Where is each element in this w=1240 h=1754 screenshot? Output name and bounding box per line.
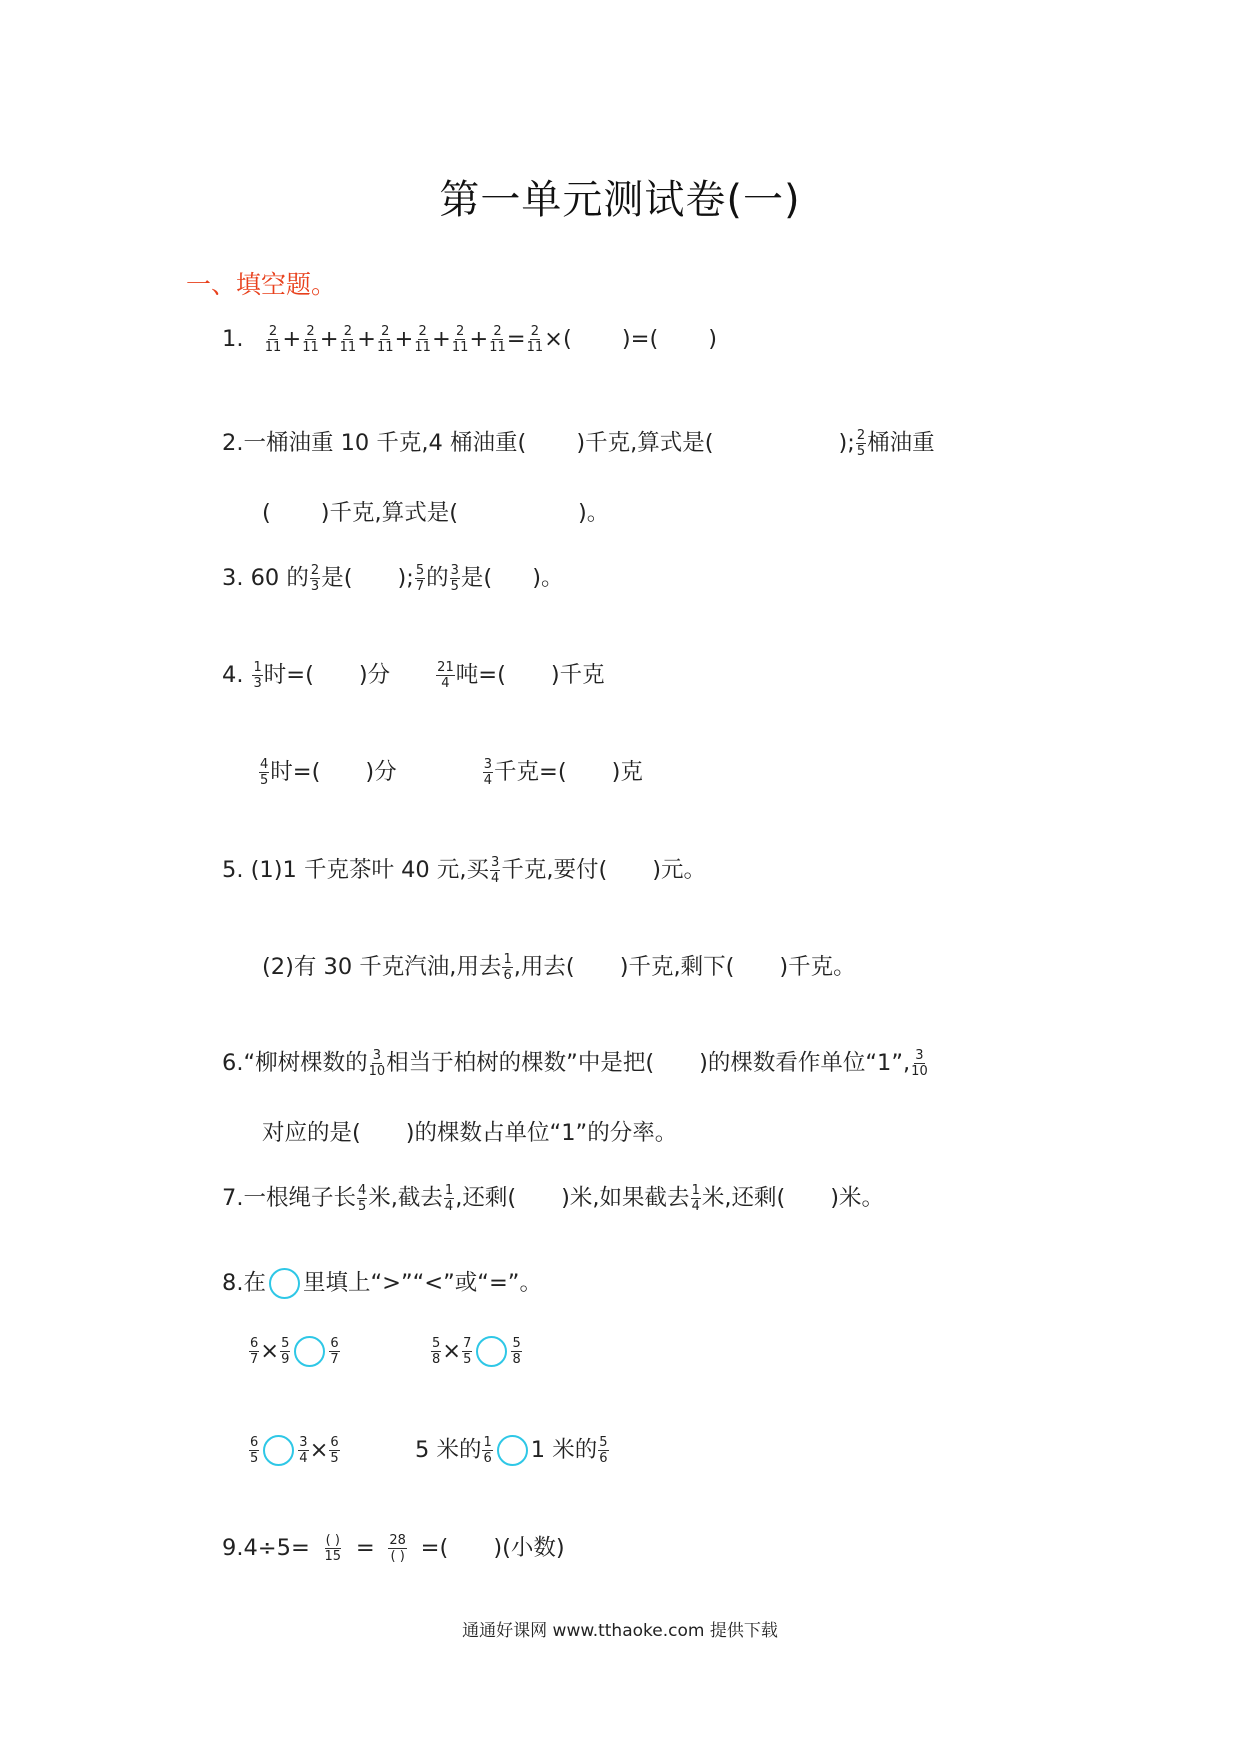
question-3: 3. 60 的 $\frac{2}{3}$ 是( ); $\frac{5}{7}$ 的 $\frac{3}{5}$ 是( )。	[222, 563, 564, 594]
question-9: 9.4÷5= $\frac{( )}{15}$ = $\frac{28}{( )}$ =( )(小数)	[222, 1533, 565, 1564]
q1-fraction: $\frac{2}{11}$	[526, 324, 544, 355]
question-2-line-2: ( )千克,算式是( )。	[262, 500, 610, 526]
section-heading: 一、填空题。	[186, 270, 337, 299]
question-8-row-2: $\frac{6}{5}$ $\frac{3}{4}$ × $\frac{6}{5}$ 5 米的 $\frac{1}{6}$ 1 米的 $\frac{5}{6}$	[250, 1435, 608, 1466]
answer-circle-icon[interactable]	[294, 1336, 325, 1367]
q1-fraction: $\frac{2}{11}$	[489, 324, 506, 355]
question-5-part-1: 5. (1)1 千克茶叶 40 元,买 $\frac{3}{4}$ 千克,要付( )元。	[222, 855, 707, 886]
question-4-row-2: $\frac{4}{5}$ 时=( )分 $\frac{3}{4}$ 千克=( )克	[260, 757, 643, 788]
footer-credit: 通通好课网 www.tthaoke.com 提供下载	[462, 1621, 778, 1641]
answer-circle-icon[interactable]	[263, 1435, 294, 1466]
q1-fraction: $\frac{2}{11}$	[451, 324, 469, 355]
answer-circle-icon[interactable]	[497, 1435, 528, 1466]
page-title: 第一单元测试卷(一)	[439, 177, 801, 223]
answer-circle-icon	[269, 1268, 300, 1299]
q1-fraction: $\frac{2}{11}$	[339, 324, 357, 355]
q1-number: 1.	[222, 326, 244, 352]
question-1: 1. $\frac{2}{11}$ + $\frac{2}{11}$ + $\frac{2}{11}$ + $\frac{2}{11}$ + $\frac{2}{11}$ + $\frac{2}{11}$ + $\frac{2}{11}$ = $\frac{2}{11}$ ×( )=( )	[222, 324, 718, 355]
q2-fraction: $\frac{2}{5}$	[856, 428, 866, 459]
question-7: 7.一根绳子长 $\frac{4}{5}$ 米,截去 $\frac{1}{4}$ ,还剩( )米,如果截去 $\frac{1}{4}$ 米,还剩( )米。	[222, 1183, 885, 1214]
q1-fraction: $\frac{2}{11}$	[264, 324, 282, 355]
question-8-row-1: $\frac{6}{7}$ × $\frac{5}{9}$ $\frac{6}{7}$ $\frac{5}{8}$ × $\frac{7}{5}$ $\frac{5}{8}$	[250, 1336, 521, 1367]
question-6-line-2: 对应的是( )的棵数占单位“1”的分率。	[262, 1120, 678, 1146]
question-8: 8.在 里填上“>”“<”或“=”。	[222, 1265, 542, 1299]
question-4-row-1: 4. $\frac{1}{3}$ 时=( )分 $\frac{21}{4}$ 吨=( )千克	[222, 660, 605, 691]
question-2-line-1: 2.一桶油重 10 千克,4 桶油重( )千克,算式是( ); $\frac{2}{5}$ 桶油重	[222, 428, 935, 459]
answer-circle-icon[interactable]	[476, 1336, 507, 1367]
q1-fraction: $\frac{2}{11}$	[414, 324, 431, 355]
q1-fraction: $\frac{2}{11}$	[302, 324, 319, 355]
q1-fraction: $\frac{2}{11}$	[377, 324, 394, 355]
question-6-line-1: 6.“柳树棵数的 $\frac{3}{10}$ 相当于柏树的棵数”中是把( )的棵数看作单位“1”, $\frac{3}{10}$	[222, 1048, 928, 1079]
question-5-part-2: (2)有 30 千克汽油,用去 $\frac{1}{6}$ ,用去( )千克,剩下( )千克。	[262, 952, 856, 983]
